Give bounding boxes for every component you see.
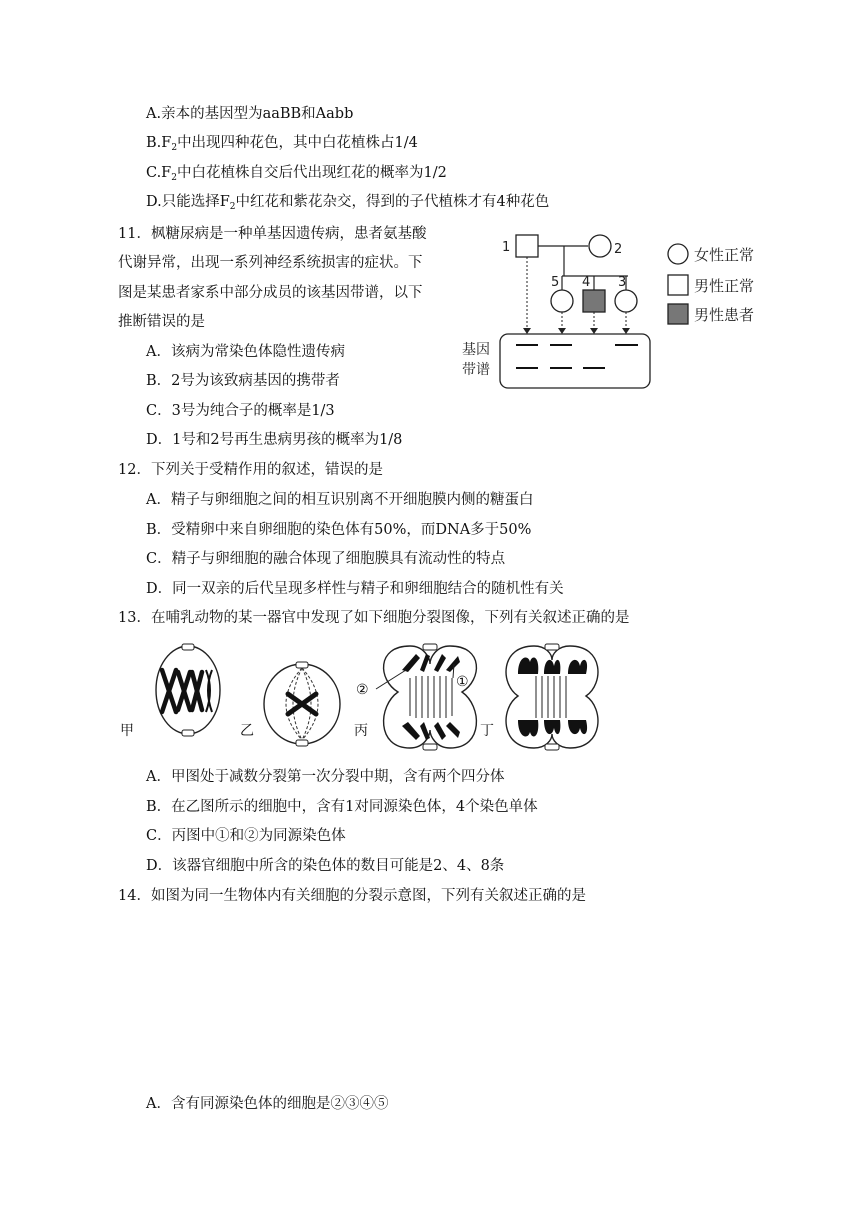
- q12-option-b: B．受精卵中来自卵细胞的染色体有50%，而DNA多于50%: [146, 522, 532, 538]
- q11-stem-line-4: 推断错误的是: [118, 314, 205, 330]
- q10-option-a: A.亲本的基因型为aaBB和Aabb: [146, 106, 354, 122]
- q10-option-c: $C.F_2$中白花植株自交后代出现红花的概率为1/2: [146, 165, 447, 183]
- label-ding: 丁: [480, 723, 494, 739]
- q11-option-d: D．1号和2号再生患病男孩的概率为1/8: [146, 432, 403, 448]
- q12-stem: 12．下列关于受精作用的叙述，错误的是: [118, 462, 383, 478]
- label-4: 4: [582, 275, 591, 290]
- q11-stem-line-3: 图是某患者家系中部分成员的该基因带谱，以下: [118, 285, 423, 301]
- q11-stem-line-1: 11．枫糖尿病是一种单基因遗传病，患者氨基酸: [118, 226, 427, 242]
- q11-option-b: B．2号为该致病基因的携带者: [146, 373, 340, 389]
- q13-option-c: C．丙图中①和②为同源染色体: [146, 828, 346, 844]
- legend-male-normal-icon: [668, 275, 688, 295]
- label-1: 1: [502, 240, 511, 255]
- individual-3-female-normal: [615, 290, 637, 312]
- q13-option-d: D．该器官细胞中所含的染色体的数目可能是2、4、8条: [146, 858, 505, 874]
- cell-division-figure: [120, 640, 600, 758]
- cell-jia: [156, 644, 220, 736]
- label-2: 2: [614, 242, 623, 257]
- individual-5-female-normal: [551, 290, 573, 312]
- cell-yi: [264, 662, 340, 746]
- marker-1: ①: [456, 674, 469, 690]
- marker-2: ②: [356, 682, 369, 698]
- q10-option-d: D.只能选择$F_2$中红花和紫花杂交，得到的子代植株才有4种花色: [146, 194, 550, 212]
- label-yi: 乙: [240, 723, 254, 739]
- individual-4-male-affected: [583, 290, 605, 312]
- legend-male-normal: 男性正常: [694, 277, 755, 295]
- label-3: 3: [618, 275, 627, 290]
- q12-option-d: D．同一双亲的后代呈现多样性与精子和卵细胞结合的随机性有关: [146, 581, 564, 597]
- q12-option-c: C．精子与卵细胞的融合体现了细胞膜具有流动性的特点: [146, 551, 506, 567]
- q11-stem-line-2: 代谢异常，出现一系列神经系统损害的症状。下: [118, 255, 423, 271]
- legend-female-normal-icon: [668, 244, 688, 264]
- label-5: 5: [551, 275, 560, 290]
- label-jia: 甲: [120, 723, 134, 739]
- label-bing: 丙: [354, 723, 368, 739]
- pedigree-figure: [440, 226, 790, 396]
- individual-1-male-normal: [516, 235, 538, 257]
- band-label-line-1: 基因: [462, 342, 490, 358]
- q14-option-a: A．含有同源染色体的细胞是②③④⑤: [146, 1096, 389, 1112]
- legend-female-normal: 女性正常: [694, 246, 755, 264]
- q13-option-a: A．甲图处于减数分裂第一次分裂中期，含有两个四分体: [146, 769, 505, 785]
- band-label-line-2: 带谱: [462, 362, 490, 378]
- q10-option-b: $B.F_2$中出现四种花色，其中白花植株占1/4: [146, 135, 418, 153]
- q11-option-c: C．3号为纯合子的概率是1/3: [146, 403, 335, 419]
- legend-male-affected-icon: [668, 304, 688, 324]
- q14-stem: 14．如图为同一生物体内有关细胞的分裂示意图，下列有关叙述正确的是: [118, 888, 586, 904]
- q11-option-a: A．该病为常染色体隐性遗传病: [146, 344, 345, 360]
- legend-male-affected: 男性患者: [694, 306, 755, 324]
- cell-ding: [506, 644, 598, 750]
- q13-stem: 13．在哺乳动物的某一器官中发现了如下细胞分裂图像，下列有关叙述正确的是: [118, 610, 630, 626]
- q12-option-a: A．精子与卵细胞之间的相互识别离不开细胞膜内侧的糖蛋白: [146, 492, 534, 508]
- individual-2-female-normal: [589, 235, 611, 257]
- gene-band-box: [500, 334, 650, 388]
- q13-option-b: B．在乙图所示的细胞中，含有1对同源染色体，4个染色单体: [146, 799, 538, 815]
- cell-bing: [376, 644, 476, 750]
